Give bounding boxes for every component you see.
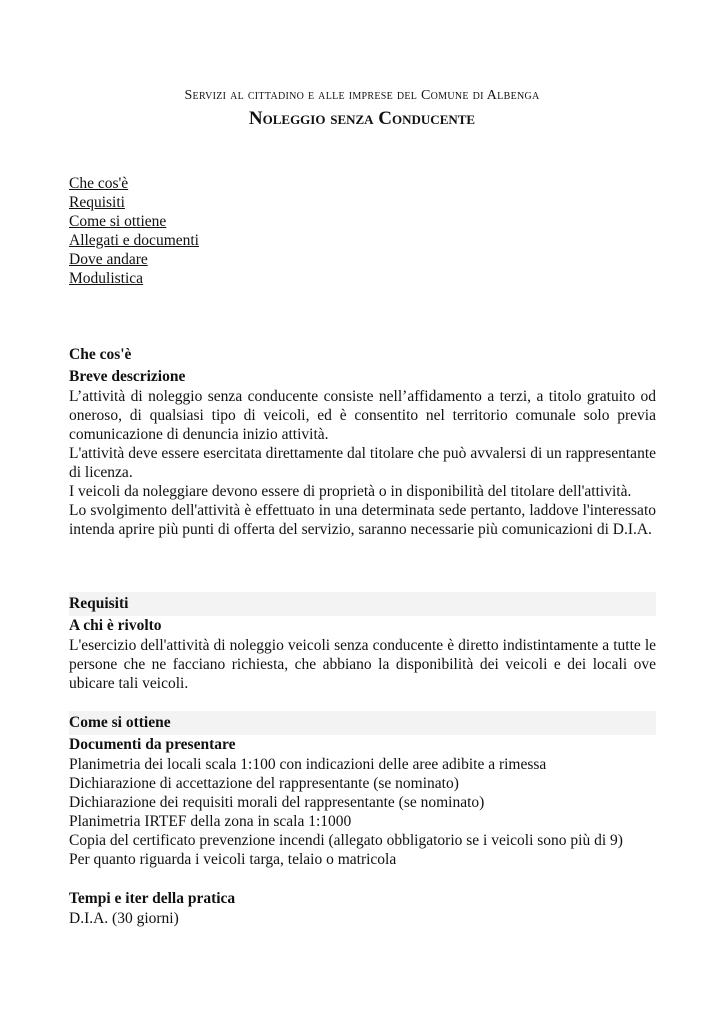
- section-subtitle: Documenti da presentare: [69, 736, 236, 753]
- page-subtitle: Servizi al cittadino e alle imprese del Comune di Albenga: [184, 88, 540, 103]
- paragraph: I veicoli da noleggiare devono essere di proprietà o in disponibilità del titolare dell'attività.: [69, 483, 632, 500]
- paragraph: L'esercizio dell'attività di noleggio veicoli senza conducente è diretto indistintamente a tutte le persone che ne facciano richiesta, che abbiano la disponibilità dei veicoli e dei locali ove ubicare tali veicoli.: [69, 637, 656, 692]
- list-item: Dichiarazione di accettazione del rappresentante (se nominato): [69, 775, 459, 792]
- section-requisiti: [69, 592, 656, 693]
- list-item: Per quanto riguarda i veicoli targa, telaio o matricola: [69, 851, 397, 868]
- section-subtitle: Tempi e iter della pratica: [69, 890, 236, 907]
- page-title: Noleggio senza Conducente: [248, 108, 476, 129]
- toc-link-come-si-ottiene[interactable]: Come si ottiene: [69, 213, 167, 230]
- toc-link-che-cose[interactable]: Che cos'è: [69, 175, 129, 192]
- list-item: Planimetria IRTEF della zona in scala 1:1000: [69, 813, 352, 830]
- toc-link-dove-andare[interactable]: Dove andare: [69, 251, 148, 268]
- section-title: Come si ottiene: [69, 711, 656, 735]
- list-item: Copia del certificato prevenzione incendi (allegato obbligatorio se i veicoli sono più di 9): [69, 832, 623, 849]
- toc-link-modulistica[interactable]: Modulistica: [69, 270, 144, 287]
- table-of-contents: [69, 174, 199, 288]
- list-item: Dichiarazione dei requisiti morali del rappresentante (se nominato): [69, 794, 485, 811]
- list-item: Planimetria dei locali scala 1:100 con indicazioni delle aree adibite a rimessa: [69, 756, 547, 773]
- paragraph: Lo svolgimento dell'attività è effettuato in una determinata sede pertanto, laddove l'interessato intenda aprire più punti di offerta del servizio, saranno necessarie più comunicazioni di D.I.A.: [69, 502, 656, 538]
- section-che-cose: [69, 343, 656, 539]
- paragraph: L'attività deve essere esercitata direttamente dal titolare che può avvalersi di un rappresentante di licenza.: [69, 445, 656, 481]
- paragraph: L’attività di noleggio senza conducente consiste nell’affidamento a terzi, a titolo gratuito od oneroso, di qualsiasi tipo di veicoli, ed è consentito nel territorio comunale solo previa comunicazione di denuncia inizio attività.: [69, 388, 656, 443]
- section-subtitle: Breve descrizione: [69, 368, 186, 385]
- toc-link-requisiti[interactable]: Requisiti: [69, 194, 125, 211]
- section-title: Che cos'è: [69, 346, 132, 363]
- section-title: Requisiti: [69, 592, 656, 616]
- toc-link-allegati[interactable]: Allegati e documenti: [69, 232, 199, 249]
- section-subtitle: A chi è rivolto: [69, 617, 162, 634]
- section-come-si-ottiene: [69, 711, 656, 928]
- paragraph: D.I.A. (30 giorni): [69, 910, 179, 927]
